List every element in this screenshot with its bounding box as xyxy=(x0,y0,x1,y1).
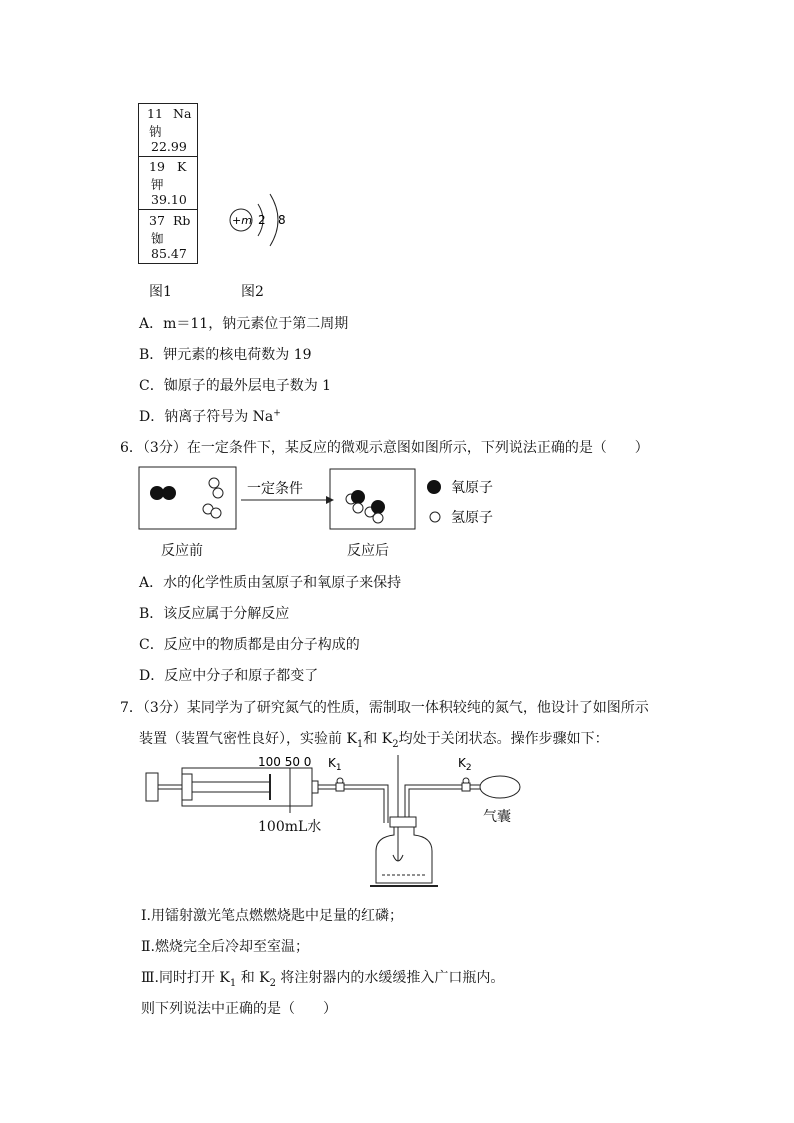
syringe-flange xyxy=(182,774,192,800)
q5-option-a xyxy=(139,313,348,333)
q7-stem-line-2 xyxy=(139,728,609,750)
balloon-label: 气囊 xyxy=(483,809,511,825)
option-text: m＝11，钠元素位于第二周期 xyxy=(163,316,349,332)
option-text: 反应中分子和原子都变了 xyxy=(164,668,319,684)
option-letter: A． xyxy=(139,575,164,591)
option-letter: C． xyxy=(139,378,164,394)
after-box xyxy=(330,469,415,529)
ion-charge: + xyxy=(273,408,281,419)
q6-option-a xyxy=(139,572,401,592)
element-cell-na xyxy=(139,104,197,157)
element-symbol: K xyxy=(177,159,187,174)
gas-bag xyxy=(480,776,520,798)
k1-clamp xyxy=(336,783,344,791)
syringe-plunger-handle xyxy=(146,773,158,801)
hydrogen-atom xyxy=(353,503,363,513)
element-cell-rb xyxy=(139,210,197,263)
q6-option-c xyxy=(139,634,360,654)
k1-letter: K xyxy=(328,756,336,770)
q6-option-b xyxy=(139,603,289,623)
subscript: 2 xyxy=(269,977,276,989)
element-name: 钠 xyxy=(149,124,162,139)
option-text: 该反应属于分解反应 xyxy=(163,606,290,622)
q6-option-d xyxy=(139,665,318,685)
arrow-condition-label: 一定条件 xyxy=(247,481,303,497)
atomic-number: 11 xyxy=(147,106,163,121)
option-text: 钠离子符号为 Na xyxy=(164,409,274,425)
hydrogen-atom xyxy=(213,488,223,498)
tube-k1-down xyxy=(380,789,384,823)
option-letter: D． xyxy=(139,668,165,684)
apparatus-diagram xyxy=(140,755,540,895)
atomic-structure-diagram xyxy=(222,188,302,254)
oxygen-atom xyxy=(351,490,365,504)
figure-1-caption: 图1 xyxy=(149,284,172,300)
stem-text: 和 K xyxy=(363,731,393,747)
atomic-mass: 85.47 xyxy=(151,246,187,261)
option-letter: A． xyxy=(139,316,164,332)
legend-oxygen-icon xyxy=(427,480,441,494)
stopper xyxy=(390,817,416,827)
step-text: 和 K xyxy=(236,970,270,986)
k1-subscript: 1 xyxy=(335,763,342,773)
element-symbol: Rb xyxy=(173,213,191,228)
reaction-micro-diagram xyxy=(138,466,518,536)
k2-label xyxy=(458,756,472,773)
element-cell-k xyxy=(139,157,197,210)
atomic-mass: 22.99 xyxy=(151,139,187,154)
subscript: 1 xyxy=(229,977,237,989)
subscript: 2 xyxy=(392,738,399,750)
tube-k2 xyxy=(409,789,480,823)
option-letter: B． xyxy=(139,347,164,363)
option-text: 反应中的物质都是由分子构成的 xyxy=(163,637,360,653)
q5-option-c xyxy=(139,375,331,395)
legend-hydrogen-label: 氢原子 xyxy=(451,510,493,526)
oxygen-atom xyxy=(371,500,385,514)
option-text: 钾元素的核电荷数为 19 xyxy=(163,347,312,363)
element-name: 铷 xyxy=(151,231,164,246)
hydrogen-atom xyxy=(209,478,219,488)
step-text: 将注射器内的水缓缓推入广口瓶内。 xyxy=(275,970,505,986)
stem-text: 装置（装置气密性良好），实验前 K xyxy=(139,731,357,747)
option-text: 水的化学性质由氢原子和氧原子来保持 xyxy=(163,575,402,591)
k2-letter: K xyxy=(458,756,466,770)
element-name: 钾 xyxy=(151,177,164,192)
shell-1-electrons: 2 xyxy=(258,213,266,227)
q7-stem-line-1: 7．（3分）某同学为了研究氮气的性质，需制取一体积较纯的氮气，他设计了如图所示 xyxy=(120,700,649,716)
step-2: Ⅱ.燃烧完全后冷却至室温； xyxy=(141,939,309,955)
hydrogen-atom xyxy=(373,513,383,523)
option-text: 铷原子的最外层电子数为 1 xyxy=(163,378,332,394)
k2-subscript: 2 xyxy=(465,763,472,773)
after-label: 反应后 xyxy=(347,543,389,559)
step-1: Ⅰ.用镭射激光笔点燃燃烧匙中足量的红磷； xyxy=(141,908,403,924)
atomic-number: 19 xyxy=(149,159,165,174)
hydrogen-atom xyxy=(211,508,221,518)
electron-shell-2 xyxy=(270,194,278,246)
syringe-tip xyxy=(312,781,318,793)
syringe-scale: 100 50 0 xyxy=(258,755,312,769)
k2-clamp xyxy=(462,783,470,791)
subscript: 1 xyxy=(356,738,364,750)
shell-2-electrons: 8 xyxy=(278,213,286,227)
oxygen-atom xyxy=(162,486,176,500)
q5-option-d xyxy=(139,406,281,426)
q5-option-b xyxy=(139,344,312,364)
element-symbol: Na xyxy=(173,106,192,121)
legend-oxygen-label: 氧原子 xyxy=(451,480,493,496)
step-3 xyxy=(141,967,504,989)
legend-hydrogen-icon xyxy=(430,512,440,522)
step-text: Ⅲ.同时打开 K xyxy=(141,970,230,986)
option-letter: B． xyxy=(139,606,164,622)
q7-question: 则下列说法中正确的是（ ） xyxy=(141,1001,337,1017)
periodic-table-fragment xyxy=(138,103,198,264)
syringe-barrel xyxy=(182,768,312,806)
k1-label xyxy=(328,756,342,773)
option-letter: D． xyxy=(139,409,165,425)
oxygen-atom xyxy=(150,486,164,500)
option-letter: C． xyxy=(139,637,164,653)
atomic-number: 37 xyxy=(149,213,165,228)
stem-text: 均处于关闭状态。操作步骤如下： xyxy=(398,731,609,747)
water-label: 100mL水 xyxy=(258,819,322,835)
nucleus-charge: +m xyxy=(232,214,252,227)
before-label: 反应前 xyxy=(161,543,203,559)
atomic-mass: 39.10 xyxy=(151,192,187,207)
figure-2-caption: 图2 xyxy=(241,284,264,300)
q6-stem: 6．（3分）在一定条件下，某反应的微观示意图如图所示，下列说法正确的是（ ） xyxy=(120,440,649,456)
